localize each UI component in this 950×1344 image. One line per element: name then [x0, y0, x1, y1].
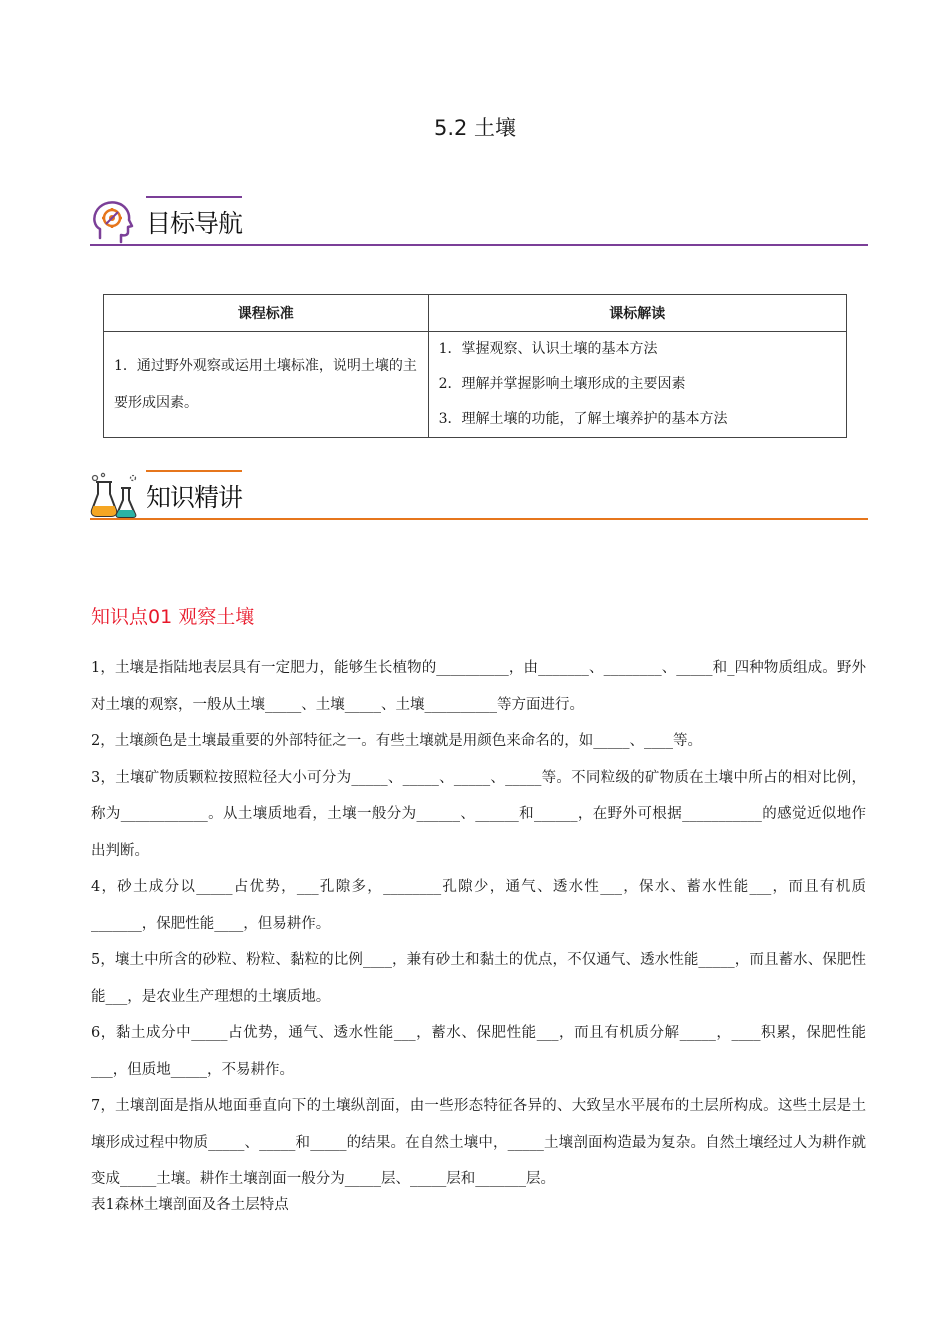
exercise-paragraph: 6，黏土成分中_____占优势，通气、透水性能___，蓄水、保肥性能___，而且有机质分解_____，____积累，保肥性能___，但质地_____，不易耕作。: [91, 1025, 866, 1078]
interpretation-item: 3．理解土壤的功能，了解土壤养护的基本方法: [438, 411, 728, 427]
goal-top-bar: [146, 196, 242, 198]
head-gear-icon: [90, 198, 138, 244]
table-header-interpretation: 课标解读: [428, 295, 846, 332]
flask-icon: [90, 472, 138, 518]
exercise-paragraph: 7，土壤剖面是指从地面垂直向下的土壤纵剖面，由一些形态特征各异的、大致呈水平展布的土层所构成。这些土层是土壤形成过程中物质_____、_____和_____的结果。在自然土壤中，_____土壤剖面构造最为复杂。自然土壤经过人为耕作就变成_____土壤。耕作土壤剖面一般分为_____层、_____层和_______层。: [91, 1098, 866, 1187]
exercise-paragraph: 2，土壤颜色是土壤最重要的外部特征之一。有些土壤就是用颜色来命名的，如_____、____等。: [91, 733, 702, 749]
exercise-paragraph: 4，砂土成分以_____占优势，___孔隙多，________孔隙少，通气、透水性___，保水、蓄水性能___，而且有机质_______，保肥性能____，但易耕作。: [91, 879, 866, 932]
interpretation-cell: [428, 332, 846, 438]
section-knowledge-header: [90, 472, 868, 518]
exercise-paragraph: 5，壤土中所含的砂粒、粉粒、黏粒的比例____，兼有砂土和黏土的优点，不仅通气、透水性能_____，而且蓄水、保肥性能___，是农业生产理想的土壤质地。: [91, 952, 866, 1005]
interpretation-item: 2．理解并掌握影响土壤形成的主要因素: [438, 376, 686, 392]
knowledge-divider: [90, 518, 868, 520]
standards-table: [103, 294, 847, 438]
exercise-paragraph: 1，土壤是指陆地表层具有一定肥力，能够生长植物的__________，由_______、________、_____和_四种物质组成。野外对土壤的观察，一般从土壤_____、土壤_____、土壤__________等方面进行。: [91, 660, 866, 713]
section-goal-label: 目标导航: [146, 209, 243, 238]
knowledge-top-bar: [146, 470, 242, 472]
knowledge-point-title: 知识点01 观察土壤: [91, 606, 255, 628]
goal-divider: [90, 244, 868, 246]
standard-cell: 1．通过野外观察或运用土壤标准，说明土壤的主要形成因素。: [104, 332, 429, 438]
page-title: 5.2 土壤: [433, 116, 517, 140]
section-knowledge-label: 知识精讲: [146, 483, 243, 512]
exercise-paragraph: 3，土壤矿物质颗粒按照粒径大小可分为_____、_____、_____、_____等。不同粒级的矿物质在土壤中所占的相对比例，称为____________。从土壤质地看，土壤一般分为______、______和______，在野外可根据___________的感觉近似地作出判断。: [91, 769, 866, 859]
table-header-standard: 课程标准: [104, 295, 429, 332]
table-caption: 表1森林土壤剖面及各土层特点: [91, 1197, 289, 1213]
interpretation-item: 1．掌握观察、认识土壤的基本方法: [438, 341, 658, 357]
exercise-body: [91, 650, 866, 1198]
section-goal-header: [90, 198, 868, 244]
